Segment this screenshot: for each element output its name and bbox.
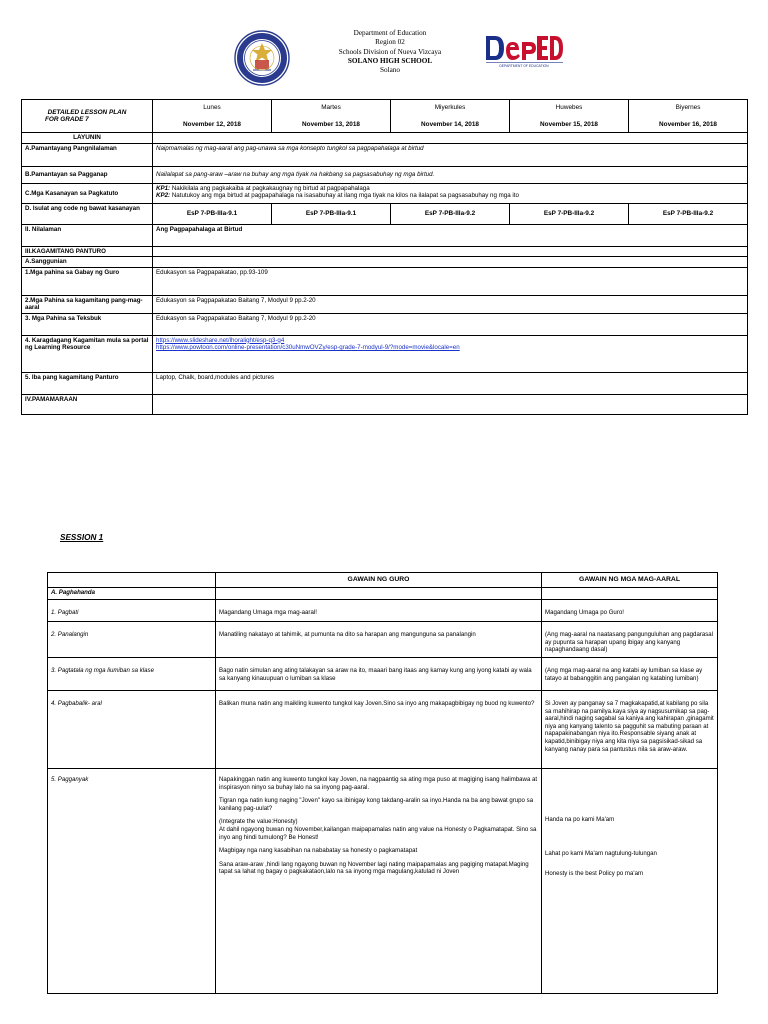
session-title: SESSION 1 xyxy=(60,533,104,542)
heading-line-school: SOLANO HIGH SCHOOL xyxy=(347,56,433,65)
magaaral-cell xyxy=(542,658,718,691)
day-cell-martes xyxy=(272,100,391,133)
table-row xyxy=(22,313,748,335)
kasanayan-value xyxy=(153,184,748,204)
guro-text: Magbigay nga nang kasabihan na nababatay sa honesty o pagkamatapat xyxy=(219,847,418,855)
pamantayang-value: Naipmamalas ng mag-aaral ang pag-unawa sa mga konsepto tungkol sa pagpapahalaga at birtud xyxy=(153,144,748,167)
magaaral-cell xyxy=(542,769,718,994)
paghahanda-label: A. Paghahanda xyxy=(48,588,216,600)
magaaral-text: Handa na po kami Ma'am xyxy=(545,816,615,823)
kagamitan-pahina-value: Edukasyon sa Pagpapakatao Baitang 7, Modyul 9 pp.2-20 xyxy=(153,295,748,313)
day-cell-lunes xyxy=(153,100,272,133)
guro-text: Tigran nga natin kung naging "Joven" kayo sa ibinigay kong takdang-aralin sa inyo.Handa na ba ang bawat grupo sa kanilang pag-uulat? xyxy=(219,797,534,812)
table-row xyxy=(22,372,748,394)
guro-text: Bago natin simulan ang ating talakayan sa araw na ito, maaari bang itaas ang kamay kung ang iyong katabi ay wala sa kanyang kinauupuan o lumiban sa klase xyxy=(219,667,532,682)
layunin-value xyxy=(153,133,748,144)
gabay-value: Edukasyon sa Pagpapakatao, pp.93-109 xyxy=(153,267,748,295)
pamantayang-label: A.Pamantayang Pangnilalaman xyxy=(22,144,153,167)
table-row xyxy=(22,267,748,295)
pamamaraan-value xyxy=(153,394,748,414)
magaaral-text: (Ang mag-aaral na naatasang pangunguluhan ang pagdarasal ay pupunta sa harapan upang ibigay ang kanyang napaghandaang dasal) xyxy=(545,631,714,654)
sanggunian-value xyxy=(153,257,748,267)
plan-title-line2: FOR GRADE 7 xyxy=(45,116,89,123)
table-row xyxy=(48,622,718,658)
kasanayan-label: C.Mga Kasanayan sa Pagkatuto xyxy=(22,184,153,204)
magaaral-cell xyxy=(542,622,718,658)
kp1-line xyxy=(156,185,744,192)
kp2-text: Natutukoy ang mga birtud at pagpapahalaga na isasabuhay at ilang mga tiyak na kilos na ilalapat sa pagsasabuhay ng mga ito xyxy=(171,192,519,200)
kagamitan-pahina-label: 2.Mga Pahina sa kagamitang pang-mag-aaral xyxy=(22,295,153,313)
code-cell: EsP 7-PB-IIIa-9.1 xyxy=(272,204,391,225)
iba-label: 5. Iba pang kagamitang Panturo xyxy=(22,372,153,394)
lesson-plan-table xyxy=(21,99,748,415)
day-name: Huwebes xyxy=(555,104,583,112)
code-cell: EsP 7-PB-IIIa-9.2 xyxy=(391,204,510,225)
slideshare-link[interactable]: https://www.slideshare.net/lhoralight/esp-q3-g4 xyxy=(156,336,285,344)
step-label: 4. Pagbabalik- aral xyxy=(48,691,216,769)
table-row xyxy=(22,335,748,372)
pagganap-label: B.Pamantayan sa Pagganap xyxy=(22,167,153,184)
table-row xyxy=(22,394,748,414)
day-date: November 14, 2018 xyxy=(421,120,479,128)
guro-cell xyxy=(216,658,542,691)
guro-text: Balikan muna natin ang maikling kuwento tungkol kay Joven.Sino sa inyo ang makapagbibigay ng buod ng kuwento? xyxy=(219,700,535,707)
magaaral-text xyxy=(545,776,714,816)
day-cell-biyernes xyxy=(629,100,748,133)
day-cell-miyerkules xyxy=(391,100,510,133)
day-name: Lunes xyxy=(203,104,221,112)
table-row xyxy=(22,144,748,167)
table-row xyxy=(22,184,748,204)
table-row xyxy=(22,247,748,257)
kagamitan-value xyxy=(153,247,748,257)
day-cell-huwebes xyxy=(510,100,629,133)
day-name: Miyerkules xyxy=(434,104,466,112)
pamamaraan-label: IV.PAMAMARAAN xyxy=(22,394,153,414)
iba-value: Laptop, Chalk, board,modules and pictures xyxy=(153,372,748,394)
guro-cell xyxy=(216,622,542,658)
kp2-tag: KP2: xyxy=(156,192,171,200)
guro-cell xyxy=(216,691,542,769)
guro-cell xyxy=(216,600,542,622)
table-row xyxy=(48,573,718,588)
kp1-text: Nakikilala ang pagkakaiba at pagkakaugnay ng birtud at pagpapahalaga xyxy=(171,185,370,192)
school-heading xyxy=(300,29,480,75)
heading-line-region: Region 02 xyxy=(375,38,405,47)
deped-logo-subtext: DEPARTMENT OF EDUCATION xyxy=(499,64,549,68)
plan-title-line1: DETAILED LESSON PLAN xyxy=(47,108,127,116)
day-date: November 13, 2018 xyxy=(302,120,360,128)
code-label: D. Isulat ang code ng bawat kasanayan xyxy=(22,204,153,225)
pagganap-value: Nailalapat sa pang-araw –araw na buhay ang mga tiyak na hakbang sa pagsasabuhay ng mga birtud. xyxy=(153,167,748,184)
col-header-magaaral: GAWAIN NG MGA MAG-AARAL xyxy=(542,573,718,588)
session-table xyxy=(47,572,718,994)
step-label: 5. Pagganyak xyxy=(48,769,216,994)
kagamitan-label: III.KAGAMITANG PANTURO xyxy=(22,247,153,257)
table-row xyxy=(22,225,748,247)
magaaral-text: Si Joven ay panganay sa 7 magkakapatid,at kabilang po sila sa mahihirap na pamilya.kaya siya ay nagsusumikap sa pag-aaral,hindi naging sagabal sa kaniya ang kahirapan ,ginagamit niya ang kanyang talento sa pagguhit sa mabuting paraan at napapakinabangan niya ito.Responsable siyang anak at kapatid,binibigay niya ang kita niya sa pagsisikad-sikad sa kanyang nanay para sa pantustus nila sa araw-araw. xyxy=(545,700,714,753)
guro-text: Sana araw-araw ,hindi lang ngayong buwan ng November lagi nating maipapamalas ang pagiging matapat.Maging tapat sa lahat ng bagay o pagkakataon,lalo na sa inyong mga magulang,katulad ni Joven xyxy=(219,860,529,876)
table-row xyxy=(22,204,748,225)
sanggunian-label: A.Sanggunian xyxy=(22,257,153,267)
karagdagang-label: 4. Karagdagang Kagamitan mula sa portal ng Learning Resource xyxy=(22,335,153,372)
kp2-line xyxy=(156,192,744,199)
teksbuk-label: 3. Mga Pahina sa Teksbuk xyxy=(22,313,153,335)
magaaral-cell xyxy=(542,691,718,769)
table-row xyxy=(48,600,718,622)
nilalaman-value: Ang Pagpapahalaga at Birtud xyxy=(153,225,748,247)
heading-line-town: Solano xyxy=(380,66,400,75)
table-row xyxy=(48,658,718,691)
deped-seal-icon xyxy=(234,30,290,86)
guro-text: Magandang Umaga mga mag-aaral! xyxy=(219,609,317,616)
step-label: 3. Pagtatala ng mga liumiban sa klase xyxy=(48,658,216,691)
empty-cell xyxy=(216,588,542,600)
guro-cell xyxy=(216,769,542,994)
magaaral-text: Lahat po kami Ma'am nagtulung-tulungan xyxy=(545,850,657,857)
code-cell: EsP 7-PB-IIIa-9.1 xyxy=(153,204,272,225)
kp1-tag: KP1: xyxy=(156,185,171,192)
day-date: November 12, 2018 xyxy=(183,120,241,128)
day-name: Biyernes xyxy=(675,104,701,112)
page-header xyxy=(0,0,768,95)
nilalaman-label: II. Nilalaman xyxy=(22,225,153,247)
day-date: November 15, 2018 xyxy=(540,120,598,128)
magaaral-text: (Ang mga mag-aaral na ang katabi ay lumiban sa klase ay tatayo at babanggitin ang pangalan ng katabing lumiban) xyxy=(545,667,703,682)
guro-text: Napakinggan natin ang kuwento tungkol kay Joven, na nagpaantig sa ating mga puso at magiging isang halimbawa at inspirasyon ninyo sa buhay lalo na sa inyong pag-aaral. xyxy=(219,776,538,791)
code-cell: EsP 7-PB-IIIa-9.2 xyxy=(510,204,629,225)
guro-text: (Integrate the value:Honesty) At dahil ngayong buwan ng November,kailangan maipapamalas natin ang value na Honesty o Pagkamatapat. Sino sa inyo ang hindi tumulong? Be Honest! xyxy=(219,818,537,841)
table-row xyxy=(48,588,718,600)
table-row xyxy=(48,691,718,769)
table-row xyxy=(22,100,748,133)
plan-title-cell xyxy=(22,100,153,133)
heading-line-division: Schools Division of Nueva Vizcaya xyxy=(338,47,442,56)
heading-line-department: Department of Education xyxy=(353,29,427,37)
gabay-label: 1.Mga pahina sa Gabay ng Guro xyxy=(22,267,153,295)
col-header-guro: GAWAIN NG GURO xyxy=(216,573,542,588)
code-cell: EsP 7-PB-IIIa-9.2 xyxy=(629,204,748,225)
day-name: Martes xyxy=(321,104,341,112)
powtoon-link[interactable]: https://www.powtoon.com/online-presentation/c30uNmwOVZy/esp-grade-7-modyul-9/?mode=movie&locale=en xyxy=(156,344,460,352)
magaaral-text: Honesty is the best Policy po ma'am xyxy=(545,870,644,877)
teksbuk-value: Edukasyon sa Pagpapakatao Baitang 7, Modyul 9 pp.2-20 xyxy=(153,313,748,335)
karagdagang-value xyxy=(153,335,748,372)
blank-header-cell xyxy=(48,573,216,588)
day-date: November 16, 2018 xyxy=(659,120,717,128)
table-row xyxy=(22,167,748,184)
table-row xyxy=(22,133,748,144)
table-row xyxy=(22,257,748,267)
table-row xyxy=(22,295,748,313)
magaaral-text: Magandang Umaga po Guro! xyxy=(545,609,624,616)
table-row xyxy=(48,769,718,994)
deped-logo-icon xyxy=(484,28,564,68)
step-label: 2. Panalangin xyxy=(48,622,216,658)
layunin-label: LAYUNIN xyxy=(22,133,153,144)
guro-text: Manatiling nakatayo at tahimik, at pumunta na dito sa harapan ang mangunguna sa panalangin xyxy=(219,631,476,638)
magaaral-cell xyxy=(542,600,718,622)
step-label: 1. Pagbati xyxy=(48,600,216,622)
empty-cell xyxy=(542,588,718,600)
